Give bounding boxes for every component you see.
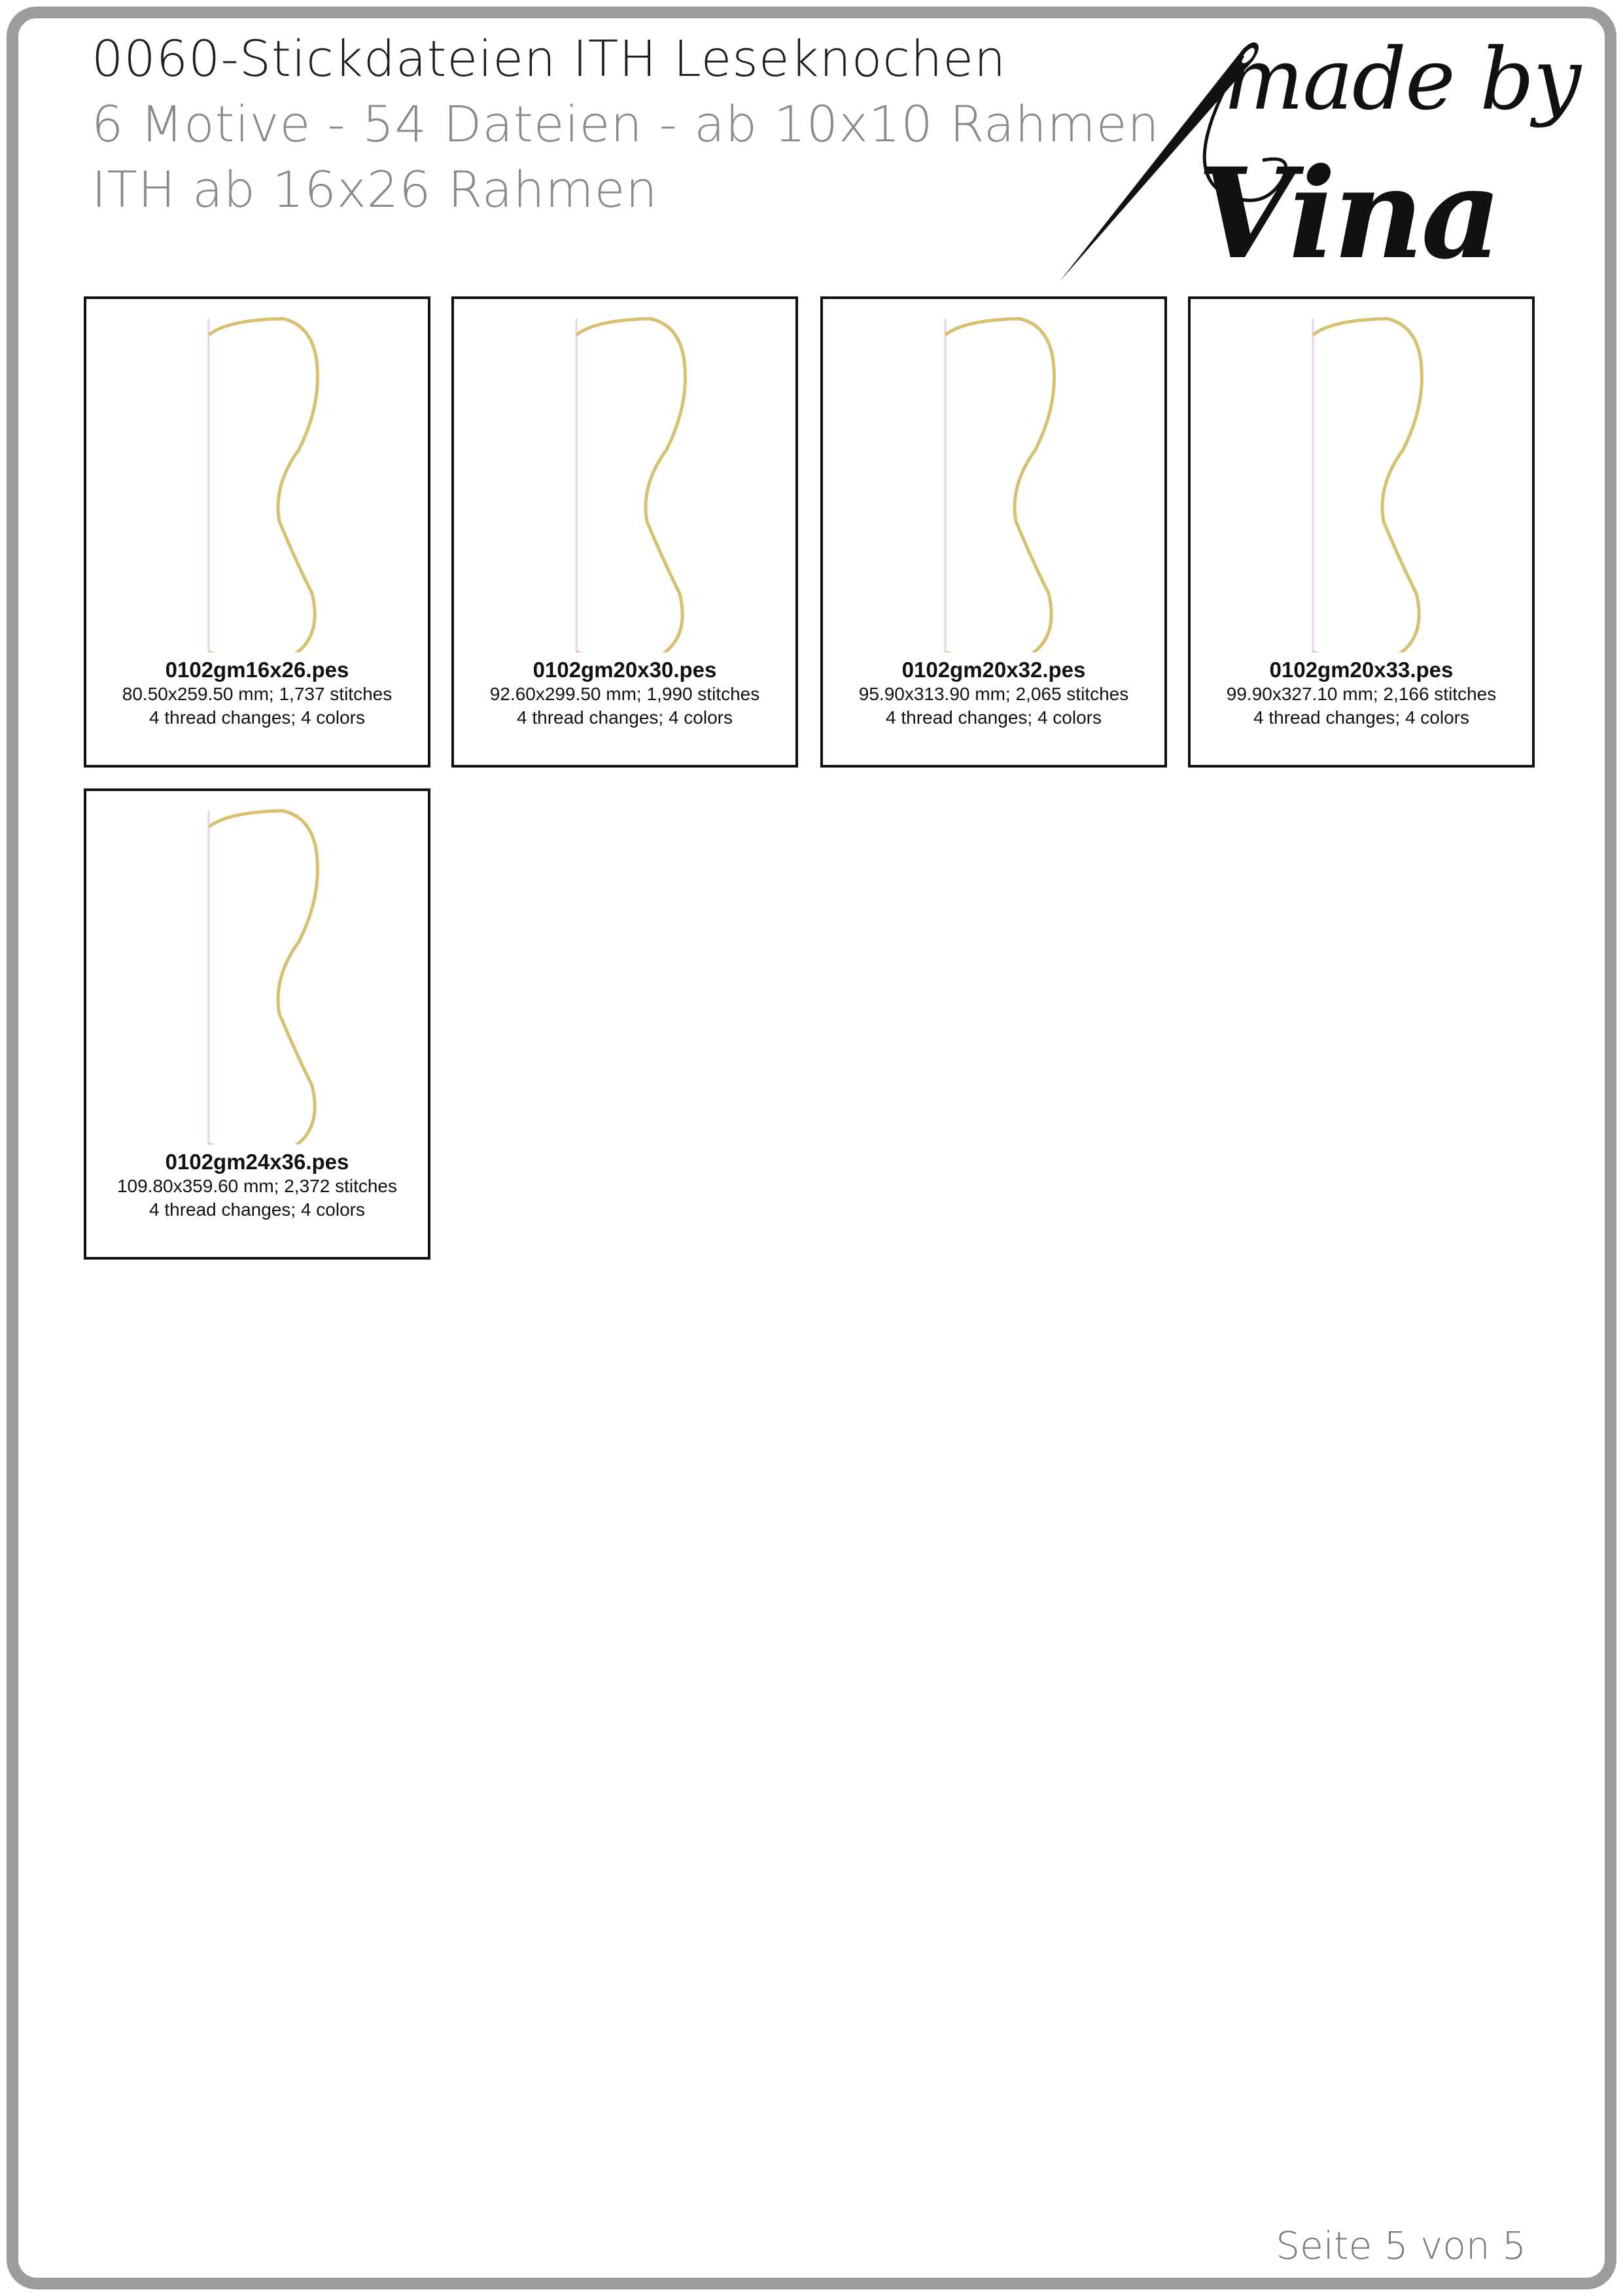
bookmark-outline (209, 811, 317, 1144)
design-filename: 0102gm20x33.pes (1269, 658, 1454, 682)
design-card (820, 296, 1167, 768)
design-card (84, 296, 430, 768)
design-thread-info: 4 thread changes; 4 colors (149, 707, 365, 728)
design-dimensions: 99.90x327.10 mm; 2,166 stitches (1226, 684, 1497, 704)
made-by-vina-logo (1047, 29, 1580, 291)
design-filename: 0102gm20x30.pes (532, 658, 717, 682)
bookmark-outline-preview (1191, 299, 1532, 652)
bookmark-outline (209, 319, 317, 652)
document-subtitle-motifs: 6 Motive - 54 Dateien - ab 10x10 Rahmen (92, 95, 1160, 153)
design-thread-info: 4 thread changes; 4 colors (886, 707, 1102, 728)
design-card (1188, 296, 1535, 768)
design-thread-info: 4 thread changes; 4 colors (149, 1199, 365, 1220)
design-card (451, 296, 798, 768)
design-dimensions: 109.80x359.60 mm; 2,372 stitches (116, 1176, 398, 1196)
bookmark-outline-preview (86, 791, 428, 1144)
document-title: 0060-Stickdateien ITH Leseknochen (92, 29, 1007, 88)
design-filename: 0102gm24x36.pes (165, 1150, 349, 1174)
design-filename: 0102gm16x26.pes (165, 658, 349, 682)
document-subtitle-hoop: ITH ab 16x26 Rahmen (92, 160, 658, 219)
design-thread-info: 4 thread changes; 4 colors (1253, 707, 1469, 728)
design-filename: 0102gm20x32.pes (901, 658, 1086, 682)
header (92, 26, 1160, 222)
logo-vina-text: Vina (1197, 141, 1499, 287)
page-number: Seite 5 von 5 (1276, 2223, 1526, 2268)
design-dimensions: 95.90x313.90 mm; 2,065 stitches (858, 684, 1129, 704)
bookmark-outline-preview (823, 299, 1164, 652)
bookmark-outline-preview (454, 299, 795, 652)
bookmark-outline (576, 319, 685, 652)
bookmark-outline-preview (86, 299, 428, 652)
design-thread-info: 4 thread changes; 4 colors (517, 707, 733, 728)
bookmark-outline (945, 319, 1054, 652)
design-dimensions: 92.60x299.50 mm; 1,990 stitches (489, 684, 760, 704)
design-card (84, 788, 430, 1260)
design-dimensions: 80.50x259.50 mm; 1,737 stitches (122, 684, 393, 704)
logo-made-by-text: made by (1223, 29, 1580, 129)
bookmark-outline (1313, 319, 1422, 652)
